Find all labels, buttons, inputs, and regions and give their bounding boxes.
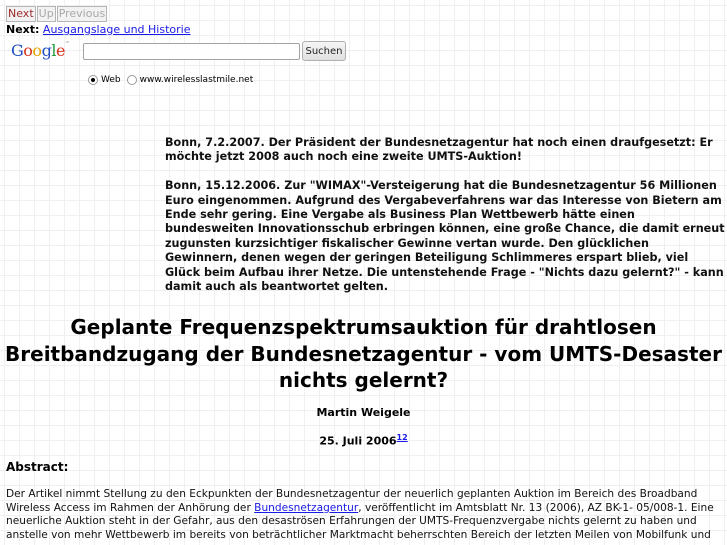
notice-paragraph: Bonn, 7.2.2007. Der Präsident der Bundesnetzagentur hat noch einen draufgesetzt: Er möchte jetzt 2008 auch noch eine zweite UMTS-Auktion! [165,136,713,164]
notice-paragraph: Bonn, 15.12.2006. Zur "WIMAX"-Versteigerung hat die Bundesnetzagentur 56 Millionen Euro eingenommen. Aufgrund des Vergabeverfahrens war das Interesse von Bietern am Ende sehr gering. Eine Vergabe als Business Plan Wettbewerb hätte einen bundesweiten Innovationsschub erbringen können, eine große Chance, die damit erneut zugunsten kurzsichtiger fiskalischer Gewinne vertan wurde. Den glücklichen Gewinnern, denen wegen der geringen Beteiligung Schlimmeres erspart blieb, viel Glück beim Aufbau ihrer Netze. Die untenstehende Frage - "Nichts dazu gelernt?" - kann damit auch als beantwortet gelten. [165,179,725,294]
up-button[interactable]: Up [38,7,54,20]
news-notice [165,136,725,309]
bundesnetzagentur-link[interactable]: Bundesnetzagentur [254,501,359,514]
abstract-text: , veröffentlicht im Amtsblatt Nr. 13 (2006), AZ BK-1- 05/008-1. Eine neuerliche Auktion steht in der Gefahr, aus den desaströsen Erfahrungen der UMTS-Frequenzvergabe nichts gelernt zu haben und anstelle von mehr Wettbewerb im bereits von beträchtlicher Marktmacht beherrschten Bereich der letzten Meilen von Mobilfunk und [6,501,714,541]
radio-web-label[interactable]: Web [101,75,121,85]
footnote-link[interactable]: 12 [396,433,408,442]
previous-button[interactable]: Previous [58,7,106,20]
next-page-line [6,23,190,37]
abstract-heading: Abstract: [6,460,69,474]
search-button[interactable]: Suchen [302,41,346,61]
google-logo: Google™ [11,41,70,60]
radio-web[interactable] [88,75,98,85]
search-input[interactable] [83,43,300,60]
article-date-line [0,433,727,448]
abstract-text: Der Artikel nimmt Stellung zu den Eckpunkten der Bundesnetzagentur der neuerlich geplanten Auktion im Bereich des Broadband Wireless Access im Rahmen der Anhörung der [6,488,698,514]
next-page-link[interactable]: Ausgangslage und Historie [42,23,191,36]
navigation-bar [6,6,108,22]
abstract-body [6,488,724,542]
radio-site-label[interactable]: www.wirelesslastmile.net [139,75,254,85]
search-scope-options [88,75,259,85]
article-author: Martin Weigele [316,406,411,419]
next-button[interactable]: Next [8,7,34,20]
radio-site[interactable] [127,75,137,85]
trademark-mark: ™ [64,41,70,47]
next-prefix: Next: [6,23,40,36]
article-title: Geplante Frequenzspektrumsauktion für drahtlosen Breitbandzugang der Bundesnetzagentur - vom UMTS-Desaster nichts gelernt? [5,315,722,392]
article-date: 25. Juli 2006 [319,434,397,448]
